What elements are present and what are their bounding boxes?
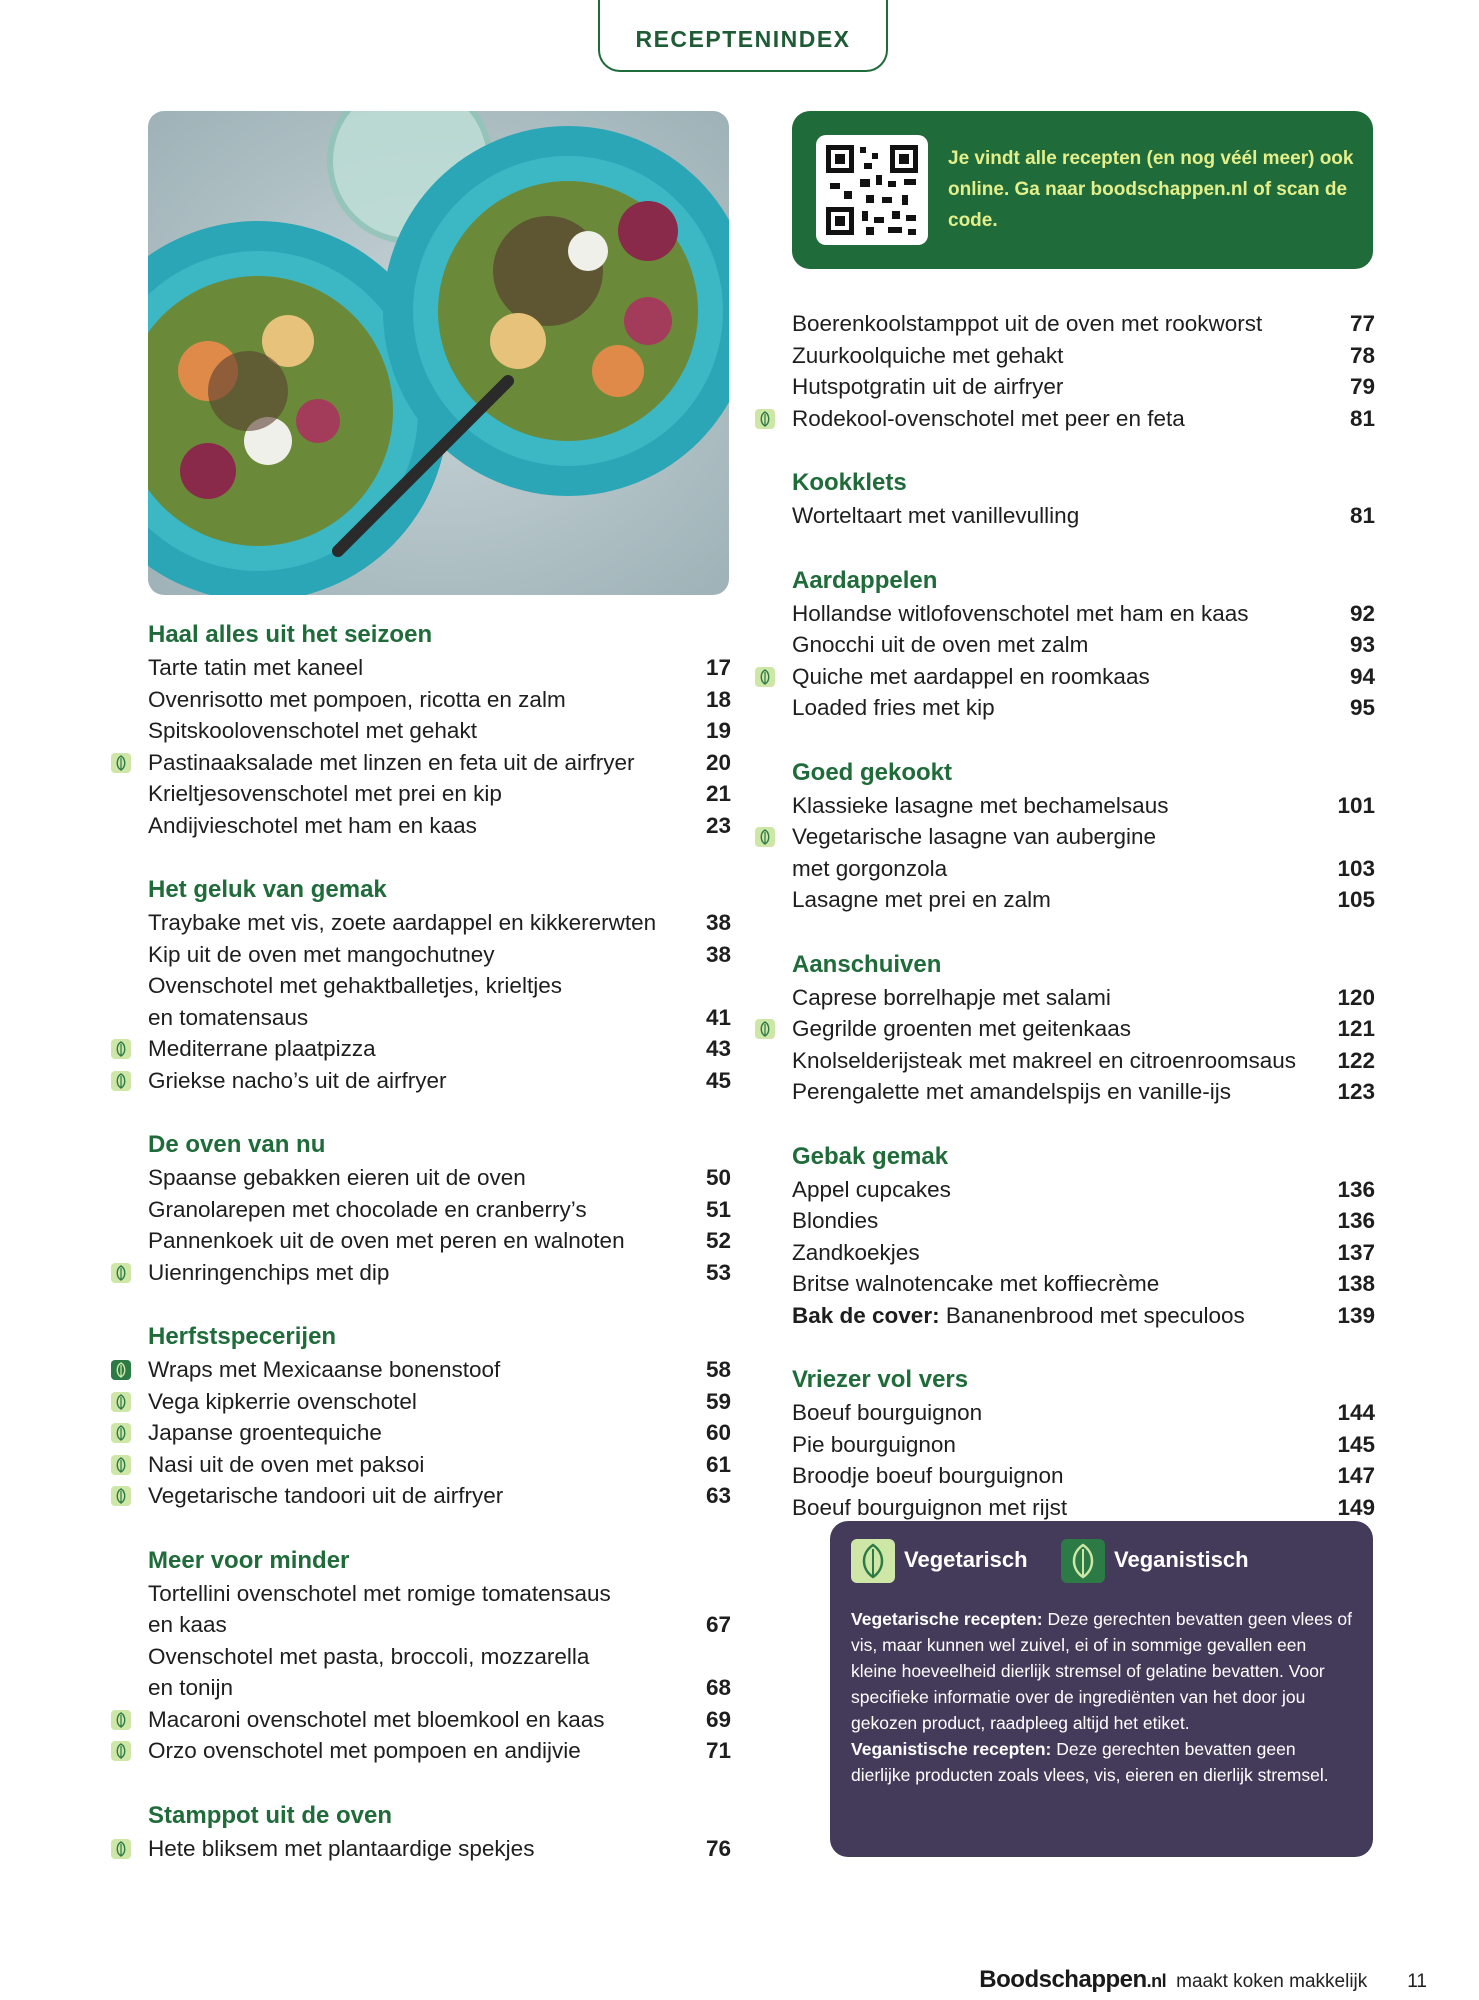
vegetarian-leaf-icon (755, 827, 775, 847)
vegetarian-leaf-icon (111, 1710, 131, 1730)
recipe-title: Rodekool-ovenschotel met peer en feta (792, 405, 1185, 431)
recipe-title: Appel cupcakes (792, 1176, 951, 1202)
section-title: Goed gekookt (792, 758, 953, 786)
salad-photo (148, 111, 729, 595)
recipe-page: 103 (1337, 855, 1375, 881)
recipe-page: 60 (705, 1420, 731, 1445)
vegetarian-leaf-icon (111, 1486, 131, 1506)
section-title: Meer voor minder (148, 1546, 350, 1574)
recipe-page: 58 (705, 1357, 731, 1382)
recipe-page: 63 (705, 1483, 731, 1508)
recipe-title: Gegrilde groenten met geitenkaas (792, 1016, 1131, 1041)
recipe-row[interactable] (148, 1833, 731, 1865)
recipe-page: 59 (705, 1388, 731, 1414)
recipe-title: Zuurkoolquiche met gehakt (792, 342, 1064, 368)
legend-box (830, 1521, 1373, 1857)
recipe-title: Granolarepen met chocolade en cranberry’s (148, 1196, 587, 1222)
recipe-title: Lasagne met prei en zalm (792, 887, 1051, 912)
vegetarian-leaf-icon (111, 1455, 131, 1475)
recipe-title: Boeuf bourguignon met rijst (792, 1494, 1068, 1520)
recipe-page: 149 (1337, 1494, 1375, 1520)
recipe-title: Mediterrane plaatpizza (148, 1036, 376, 1061)
recipe-row[interactable] (148, 1735, 731, 1767)
recipe-page: 105 (1337, 887, 1375, 912)
recipe-page: 120 (1337, 984, 1375, 1010)
recipe-row[interactable] (148, 1386, 731, 1418)
recipe-page: 76 (705, 1835, 731, 1861)
recipe-title: Loaded fries met kip (792, 695, 995, 720)
recipe-row[interactable] (148, 778, 731, 810)
qr-code[interactable] (816, 135, 928, 245)
recipe-row[interactable] (148, 1194, 731, 1226)
recipe-page: 50 (705, 1165, 731, 1190)
recipe-title: Vega kipkerrie ovenschotel (148, 1388, 417, 1414)
recipe-title: Macaroni ovenschotel met bloemkool en kaas (148, 1706, 605, 1732)
vegetarian-leaf-icon (755, 409, 775, 429)
recipe-title: Vegetarische lasagne van aubergine met gorgonzola (792, 824, 1157, 881)
recipe-page: 67 (705, 1612, 731, 1637)
vegetarian-label: Vegetarisch (904, 1547, 1028, 1572)
recipe-title: Griekse nacho’s uit de airfryer (148, 1067, 447, 1093)
index-section (792, 948, 1375, 1108)
recipe-row[interactable] (792, 1300, 1375, 1332)
page-number: 11 (1407, 1971, 1427, 1992)
recipe-title: Hete bliksem met plantaardige spekjes (148, 1835, 535, 1861)
index-section (792, 564, 1375, 724)
recipe-title: Kip uit de oven met mangochutney (148, 941, 495, 967)
recipe-row[interactable] (792, 308, 1375, 340)
recipe-row[interactable] (148, 1257, 731, 1289)
recipe-page: 61 (705, 1451, 731, 1477)
section-title: Haal alles uit het seizoen (148, 621, 433, 648)
index-section (792, 756, 1375, 916)
recipe-title: Worteltaart met vanillevulling (792, 503, 1080, 528)
recipe-row[interactable] (792, 790, 1375, 822)
recipe-page: 123 (1337, 1079, 1375, 1104)
recipe-title: Orzo ovenschotel met pompoen en andijvie (148, 1738, 581, 1763)
recipe-index-tab (598, 0, 888, 72)
recipe-row[interactable] (792, 1174, 1375, 1206)
index-section (148, 1128, 731, 1288)
vegetarian-leaf-icon (111, 1423, 131, 1443)
recipe-page: 136 (1337, 1208, 1375, 1233)
vegan-text: Deze gerechten bevatten geen dierlijke producten zoals vlees, vis, eieren en dierlijk stremsel. (851, 1739, 1329, 1785)
vegan-leaf-icon (111, 1360, 131, 1380)
recipe-page: 43 (705, 1036, 731, 1061)
recipe-title: Pie bourguignon (792, 1431, 956, 1457)
recipe-row[interactable] (792, 629, 1375, 661)
section-title: Aanschuiven (792, 950, 942, 978)
recipe-page: 45 (705, 1067, 731, 1093)
recipe-page: 81 (1349, 405, 1375, 431)
recipe-title: Bak de cover: Bananenbrood met speculoos (792, 1302, 1245, 1328)
qr-panel-text: Je vindt alle recepten (en nog véél meer) ook online. Ga naar boodschappen.nl of scan de code. (948, 148, 1354, 231)
index-section (792, 1140, 1375, 1332)
right-index-column (792, 308, 1375, 1555)
recipe-title: Traybake met vis, zoete aardappel en kikkererwten (148, 910, 657, 935)
vegetarian-leaf-icon (111, 1839, 131, 1859)
vegetarian-leaf-icon (111, 1263, 131, 1283)
recipe-title: Ovenschotel met gehaktballetjes, krieltjes en tomatensaus (148, 973, 562, 1030)
recipe-row[interactable] (148, 1417, 731, 1449)
recipe-title: Ovenrisotto met pompoen, ricotta en zalm (148, 686, 566, 712)
recipe-page: 53 (705, 1259, 731, 1285)
recipe-page: 20 (705, 749, 731, 775)
vegan-label: Veganistisch (1114, 1547, 1249, 1572)
recipe-title: Nasi uit de oven met paksoi (148, 1451, 425, 1477)
vegetarian-leaf-icon (111, 1741, 131, 1761)
recipe-row[interactable] (792, 1076, 1375, 1108)
recipe-row[interactable] (148, 907, 731, 939)
recipe-page: 136 (1337, 1176, 1375, 1202)
recipe-row[interactable] (148, 1480, 731, 1512)
recipe-row[interactable] (792, 661, 1375, 693)
index-section (148, 1799, 731, 1865)
recipe-page: 19 (705, 718, 731, 743)
veg-heading: Vegetarische recepten: (851, 1609, 1043, 1629)
recipe-page: 139 (1337, 1302, 1375, 1328)
recipe-page: 77 (1349, 311, 1375, 336)
section-title: Aardappelen (792, 566, 938, 594)
recipe-row[interactable] (792, 598, 1375, 630)
recipe-row[interactable] (792, 1492, 1375, 1524)
recipe-page: 79 (1349, 374, 1375, 399)
section-title: Gebak gemak (792, 1142, 949, 1170)
recipe-row[interactable] (148, 1449, 731, 1481)
recipe-title: Zandkoekjes (792, 1239, 920, 1265)
legend-description (851, 1606, 1356, 1788)
recipe-title: Andijvieschotel met ham en kaas (148, 812, 477, 838)
recipe-page: 94 (1349, 663, 1375, 689)
recipe-title: Uienringenchips met dip (148, 1259, 390, 1285)
recipe-title: Japanse groentequiche (148, 1420, 382, 1445)
recipe-row[interactable] (792, 1237, 1375, 1269)
vegetarian-leaf-icon (851, 1539, 895, 1583)
index-section (792, 1363, 1375, 1523)
recipe-title: Knolselderijsteak met makreel en citroenroomsaus (792, 1047, 1296, 1073)
index-section (792, 308, 1375, 434)
index-section (792, 466, 1375, 532)
recipe-page: 145 (1337, 1431, 1375, 1457)
recipe-page: 92 (1349, 600, 1375, 626)
recipe-page: 38 (705, 910, 731, 935)
recipe-row[interactable] (792, 884, 1375, 916)
section-title: Kookklets (792, 469, 907, 496)
recipe-title: Britse walnotencake met koffiecrème (792, 1271, 1160, 1296)
recipe-page: 121 (1337, 1016, 1375, 1041)
recipe-title: Krieltjesovenschotel met prei en kip (148, 781, 502, 806)
recipe-row[interactable] (792, 1429, 1375, 1461)
recipe-page: 38 (705, 941, 731, 967)
section-title: Het geluk van gemak (148, 876, 387, 903)
recipe-title: Broodje boeuf bourguignon (792, 1463, 1064, 1488)
recipe-title: Boerenkoolstamppot uit de oven met rookworst (792, 311, 1263, 336)
vegetarian-leaf-icon (111, 753, 131, 773)
recipe-page: 95 (1349, 695, 1375, 720)
recipe-title: Boeuf bourguignon (792, 1400, 983, 1425)
recipe-title: Spitskoolovenschotel met gehakt (148, 718, 477, 743)
recipe-page: 147 (1337, 1463, 1375, 1488)
recipe-row[interactable] (792, 692, 1375, 724)
section-title: Herfstspecerijen (148, 1323, 337, 1350)
vegetarian-leaf-icon (755, 1019, 775, 1039)
recipe-row[interactable] (792, 371, 1375, 403)
recipe-title: Quiche met aardappel en roomkaas (792, 663, 1150, 689)
recipe-row[interactable] (148, 715, 731, 747)
index-section (148, 1544, 731, 1767)
recipe-row[interactable] (792, 1268, 1375, 1300)
recipe-page: 41 (705, 1004, 731, 1030)
recipe-title: Pastinaaksalade met linzen en feta uit de airfryer (148, 749, 635, 775)
recipe-row[interactable] (792, 1460, 1375, 1492)
recipe-title: Hutspotgratin uit de airfryer (792, 374, 1064, 399)
recipe-row[interactable] (148, 652, 731, 684)
qr-panel (792, 111, 1373, 269)
recipe-page: 81 (1349, 503, 1375, 528)
footer (979, 1966, 1427, 1994)
recipe-row[interactable] (792, 1397, 1375, 1429)
recipe-title: Tarte tatin met kaneel (148, 655, 364, 680)
recipe-title: Hollandse witlofovenschotel met ham en kaas (792, 600, 1249, 626)
recipe-title: Ovenschotel met pasta, broccoli, mozzarella en tonijn (148, 1643, 590, 1700)
recipe-row[interactable] (148, 684, 731, 716)
recipe-row[interactable] (148, 1065, 731, 1097)
recipe-title: Klassieke lasagne met bechamelsaus (792, 792, 1169, 818)
recipe-row[interactable] (792, 1045, 1375, 1077)
index-section (148, 618, 731, 841)
recipe-row[interactable] (148, 1354, 731, 1386)
recipe-title: Blondies (792, 1208, 879, 1233)
section-title: Vriezer vol vers (792, 1366, 969, 1393)
vegan-heading: Veganistische recepten: (851, 1739, 1052, 1759)
section-title: De oven van nu (148, 1131, 326, 1158)
recipe-page: 122 (1337, 1047, 1375, 1073)
recipe-page: 18 (705, 686, 731, 712)
vegetarian-leaf-icon (111, 1071, 131, 1091)
recipe-page: 101 (1337, 792, 1375, 818)
recipe-page: 144 (1337, 1400, 1375, 1425)
recipe-title: Pannenkoek uit de oven met peren en walnoten (148, 1228, 625, 1253)
recipe-row[interactable] (792, 1013, 1375, 1045)
section-title: Stamppot uit de oven (148, 1801, 393, 1829)
recipe-page: 52 (705, 1228, 731, 1253)
recipe-page: 17 (705, 655, 731, 680)
recipe-title: Spaanse gebakken eieren uit de oven (148, 1165, 526, 1190)
recipe-row[interactable] (148, 1641, 731, 1704)
vegetarian-leaf-icon (755, 667, 775, 687)
recipe-page: 93 (1349, 632, 1375, 657)
veg-text: Deze gerechten bevatten geen vlees of vis, maar kunnen wel zuivel, ei of in sommige gevallen een kleine hoeveelheid dierlijk stremsel of gelatine bevatten. Voor specifieke informatie over de ingrediënten van het door jou gekozen product, raadpleeg altijd het etiket. (851, 1609, 1353, 1733)
recipe-row[interactable] (148, 1033, 731, 1065)
recipe-page: 23 (705, 812, 731, 838)
recipe-title: Tortellini ovenschotel met romige tomatensaus en kaas (148, 1580, 611, 1637)
recipe-page: 138 (1337, 1271, 1375, 1296)
recipe-row[interactable] (148, 747, 731, 779)
recipe-page: 78 (1349, 342, 1375, 368)
index-section (148, 873, 731, 1096)
recipe-row[interactable] (792, 340, 1375, 372)
recipe-row[interactable] (792, 403, 1375, 435)
vegan-leaf-icon (1061, 1539, 1105, 1583)
recipe-index-title: RECEPTENINDEX (635, 26, 851, 52)
vegetarian-leaf-icon (111, 1392, 131, 1412)
recipe-row[interactable] (792, 821, 1375, 884)
recipe-row[interactable] (148, 810, 731, 842)
recipe-row[interactable] (148, 1162, 731, 1194)
recipe-title: Caprese borrelhapje met salami (792, 984, 1111, 1010)
recipe-page: 51 (705, 1196, 731, 1222)
recipe-row[interactable] (792, 982, 1375, 1014)
recipe-title: Perengalette met amandelspijs en vanille-ijs (792, 1079, 1231, 1104)
brand-logo[interactable]: Boodschappen.nl (979, 1966, 1167, 1993)
recipe-title: Gnocchi uit de oven met zalm (792, 632, 1089, 657)
recipe-row[interactable] (148, 939, 731, 971)
left-index-column (148, 618, 731, 1896)
recipe-row[interactable] (792, 500, 1375, 532)
recipe-row[interactable] (148, 970, 731, 1033)
brand-tagline: maakt koken makkelijk (1176, 1971, 1368, 1992)
index-section (148, 1320, 731, 1512)
recipe-row[interactable] (148, 1704, 731, 1736)
recipe-row[interactable] (148, 1578, 731, 1641)
recipe-page: 71 (705, 1738, 731, 1763)
vegetarian-leaf-icon (111, 1039, 131, 1059)
recipe-page: 137 (1337, 1239, 1375, 1265)
recipe-page: 68 (705, 1675, 731, 1700)
recipe-page: 21 (705, 781, 731, 806)
recipe-title: Wraps met Mexicaanse bonenstoof (148, 1357, 501, 1382)
recipe-row[interactable] (792, 1205, 1375, 1237)
recipe-title: Vegetarische tandoori uit de airfryer (148, 1483, 504, 1508)
recipe-row[interactable] (148, 1225, 731, 1257)
recipe-page: 69 (705, 1706, 731, 1732)
